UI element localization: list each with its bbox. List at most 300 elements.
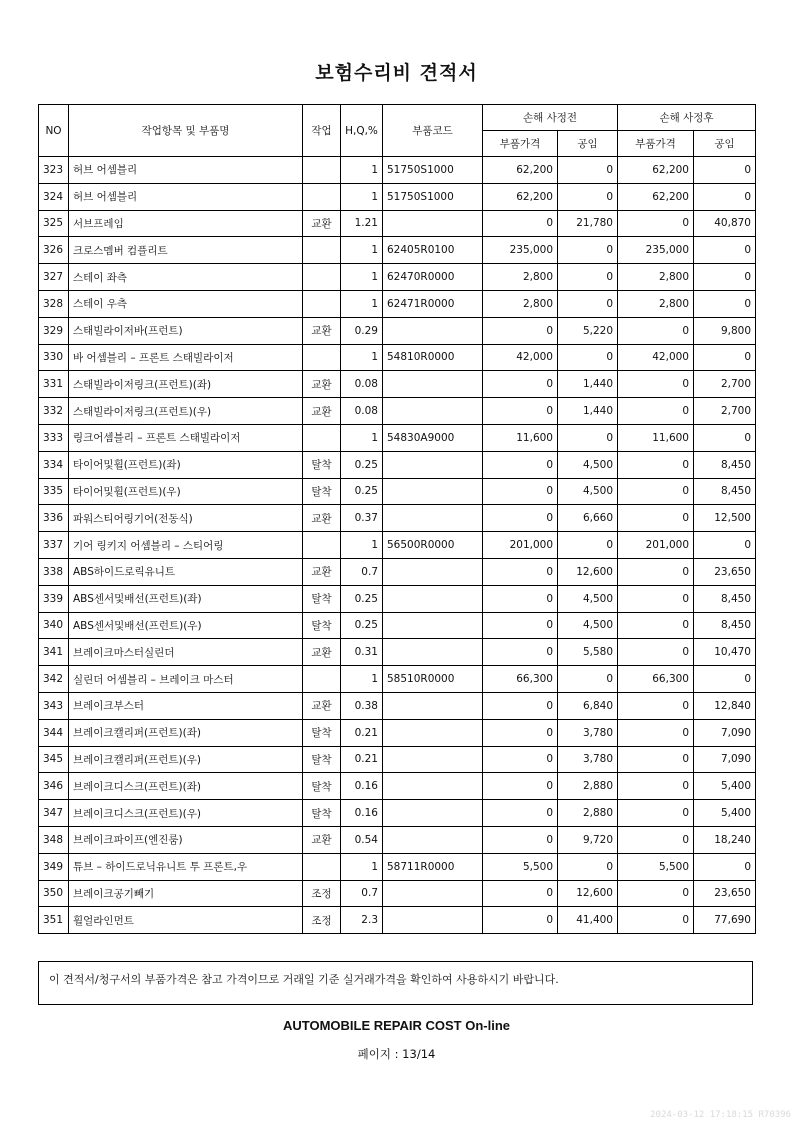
row-hq: 0.25: [341, 612, 383, 639]
table-row: [39, 719, 756, 746]
row-after-part-price: 66,300: [618, 666, 694, 693]
row-after-part-price: 0: [618, 692, 694, 719]
table-row: [39, 478, 756, 505]
row-hq: 0.7: [341, 558, 383, 585]
row-before-part-price: 0: [483, 317, 558, 344]
row-work: [303, 157, 341, 184]
row-after-part-price: 0: [618, 746, 694, 773]
row-item-name: 브레이크디스크(프런트)(좌): [69, 773, 303, 800]
row-after-labor: 8,450: [694, 612, 756, 639]
row-hq: 0.08: [341, 398, 383, 425]
table-row: [39, 612, 756, 639]
table-row: [39, 666, 756, 693]
row-item-name: 링크어셈블리 – 프론트 스태빌라이저: [69, 424, 303, 451]
header-hq: H,Q,%: [341, 105, 383, 157]
row-before-labor: 2,880: [558, 773, 618, 800]
row-after-part-price: 2,800: [618, 264, 694, 291]
row-after-labor: 7,090: [694, 719, 756, 746]
row-hq: 0.08: [341, 371, 383, 398]
table-row: [39, 907, 756, 934]
row-work: 탈착: [303, 746, 341, 773]
row-after-labor: 18,240: [694, 826, 756, 853]
row-after-part-price: 5,500: [618, 853, 694, 880]
row-item-name: 브레이크파이프(엔진룸): [69, 826, 303, 853]
row-after-labor: 2,700: [694, 398, 756, 425]
row-work: 탈착: [303, 585, 341, 612]
row-before-part-price: 0: [483, 880, 558, 907]
row-work: 교환: [303, 505, 341, 532]
row-before-part-price: 0: [483, 558, 558, 585]
row-no: 344: [39, 719, 69, 746]
row-hq: 2.3: [341, 907, 383, 934]
row-work: 조정: [303, 880, 341, 907]
row-before-part-price: 42,000: [483, 344, 558, 371]
row-work: [303, 290, 341, 317]
row-before-part-price: 0: [483, 800, 558, 827]
row-after-labor: 10,470: [694, 639, 756, 666]
row-before-labor: 6,660: [558, 505, 618, 532]
row-no: 329: [39, 317, 69, 344]
row-part-code: [383, 907, 483, 934]
row-no: 323: [39, 157, 69, 184]
row-item-name: 크로스멤버 컴플리트: [69, 237, 303, 264]
row-after-part-price: 0: [618, 451, 694, 478]
row-before-part-price: 0: [483, 907, 558, 934]
header-after-labor: 공임: [694, 131, 756, 157]
row-hq: 0.7: [341, 880, 383, 907]
row-hq: 1: [341, 532, 383, 559]
row-after-labor: 7,090: [694, 746, 756, 773]
row-part-code: [383, 746, 483, 773]
row-item-name: 스태빌라이저링크(프런트)(좌): [69, 371, 303, 398]
row-before-labor: 0: [558, 157, 618, 184]
row-no: 347: [39, 800, 69, 827]
notice-text: 이 견적서/청구서의 부품가격은 참고 가격이므로 거래일 기준 실거래가격을 확인하여 사용하시기 바랍니다.: [49, 973, 559, 986]
row-work: 탈착: [303, 773, 341, 800]
row-before-part-price: 0: [483, 505, 558, 532]
row-hq: 1: [341, 264, 383, 291]
header-before: 손해 사정전: [483, 105, 618, 131]
row-item-name: 허브 어셈블리: [69, 183, 303, 210]
row-after-labor: 40,870: [694, 210, 756, 237]
table-row: [39, 558, 756, 585]
row-part-code: 54810R0000: [383, 344, 483, 371]
row-before-part-price: 2,800: [483, 290, 558, 317]
row-no: 350: [39, 880, 69, 907]
table-row: [39, 746, 756, 773]
page-number: 페이지 : 13/14: [357, 1047, 436, 1061]
table-row: [39, 532, 756, 559]
row-hq: 1: [341, 237, 383, 264]
row-hq: 1: [341, 344, 383, 371]
row-item-name: 실린더 어셈블리 – 브레이크 마스터: [69, 666, 303, 693]
row-part-code: [383, 210, 483, 237]
row-no: 326: [39, 237, 69, 264]
row-part-code: [383, 371, 483, 398]
row-after-labor: 5,400: [694, 800, 756, 827]
row-after-part-price: 0: [618, 880, 694, 907]
row-no: 346: [39, 773, 69, 800]
row-after-labor: 23,650: [694, 558, 756, 585]
row-work: [303, 264, 341, 291]
row-item-name: 브레이크공기빼기: [69, 880, 303, 907]
row-part-code: 56500R0000: [383, 532, 483, 559]
row-part-code: 58711R0000: [383, 853, 483, 880]
row-no: 328: [39, 290, 69, 317]
row-before-labor: 1,440: [558, 371, 618, 398]
row-item-name: ABS센서및배선(프런트)(우): [69, 612, 303, 639]
row-hq: 0.16: [341, 800, 383, 827]
row-no: 345: [39, 746, 69, 773]
row-after-part-price: 62,200: [618, 157, 694, 184]
table-row: [39, 290, 756, 317]
row-before-part-price: 0: [483, 371, 558, 398]
row-before-part-price: 5,500: [483, 853, 558, 880]
table-row: [39, 344, 756, 371]
table-row: [39, 451, 756, 478]
row-no: 338: [39, 558, 69, 585]
row-work: 교환: [303, 210, 341, 237]
notice-box: [38, 961, 753, 1005]
table-row: [39, 264, 756, 291]
row-before-labor: 9,720: [558, 826, 618, 853]
table-row: [39, 692, 756, 719]
row-before-labor: 0: [558, 264, 618, 291]
row-work: 교환: [303, 639, 341, 666]
row-item-name: ABS하이드로릭유니트: [69, 558, 303, 585]
row-part-code: 62471R0000: [383, 290, 483, 317]
row-after-part-price: 0: [618, 398, 694, 425]
row-before-labor: 3,780: [558, 746, 618, 773]
header-code: 부품코드: [383, 105, 483, 157]
row-before-part-price: 235,000: [483, 237, 558, 264]
row-before-labor: 0: [558, 183, 618, 210]
row-item-name: 브레이크부스터: [69, 692, 303, 719]
row-hq: 0.38: [341, 692, 383, 719]
row-before-part-price: 0: [483, 639, 558, 666]
table-row: [39, 880, 756, 907]
row-no: 325: [39, 210, 69, 237]
row-before-part-price: 0: [483, 585, 558, 612]
row-work: [303, 853, 341, 880]
row-before-part-price: 0: [483, 719, 558, 746]
row-work: [303, 424, 341, 451]
row-work: [303, 237, 341, 264]
row-before-labor: 3,780: [558, 719, 618, 746]
row-after-part-price: 0: [618, 478, 694, 505]
row-before-part-price: 0: [483, 746, 558, 773]
row-hq: 1: [341, 157, 383, 184]
row-part-code: [383, 719, 483, 746]
row-work: 교환: [303, 398, 341, 425]
row-before-labor: 4,500: [558, 612, 618, 639]
row-work: 탈착: [303, 719, 341, 746]
header-before-part-price: 부품가격: [483, 131, 558, 157]
row-part-code: [383, 800, 483, 827]
row-work: 탈착: [303, 451, 341, 478]
row-before-part-price: 0: [483, 692, 558, 719]
row-after-labor: 0: [694, 424, 756, 451]
row-before-labor: 12,600: [558, 880, 618, 907]
row-before-labor: 0: [558, 532, 618, 559]
row-part-code: 62470R0000: [383, 264, 483, 291]
row-after-labor: 2,700: [694, 371, 756, 398]
table-row: [39, 183, 756, 210]
row-after-part-price: 2,800: [618, 290, 694, 317]
row-after-labor: 0: [694, 344, 756, 371]
row-after-labor: 0: [694, 290, 756, 317]
row-no: 330: [39, 344, 69, 371]
row-part-code: 62405R0100: [383, 237, 483, 264]
row-no: 327: [39, 264, 69, 291]
row-part-code: [383, 558, 483, 585]
row-after-part-price: 0: [618, 317, 694, 344]
table-row: [39, 773, 756, 800]
row-before-part-price: 201,000: [483, 532, 558, 559]
row-item-name: 브레이크캘리퍼(프런트)(좌): [69, 719, 303, 746]
row-before-part-price: 11,600: [483, 424, 558, 451]
row-work: 교환: [303, 317, 341, 344]
row-before-labor: 2,880: [558, 800, 618, 827]
table-row: [39, 424, 756, 451]
row-no: 349: [39, 853, 69, 880]
table-row: [39, 853, 756, 880]
row-part-code: [383, 773, 483, 800]
estimate-table: [38, 104, 756, 934]
row-no: 343: [39, 692, 69, 719]
row-item-name: 스테이 우측: [69, 290, 303, 317]
row-part-code: [383, 317, 483, 344]
row-after-labor: 77,690: [694, 907, 756, 934]
table-row: [39, 639, 756, 666]
row-before-labor: 4,500: [558, 585, 618, 612]
row-before-part-price: 66,300: [483, 666, 558, 693]
table-row: [39, 505, 756, 532]
row-item-name: 기어 링키지 어셈블리 – 스티어링: [69, 532, 303, 559]
row-after-labor: 0: [694, 157, 756, 184]
row-after-labor: 9,800: [694, 317, 756, 344]
row-before-labor: 0: [558, 853, 618, 880]
row-work: 탈착: [303, 612, 341, 639]
row-before-labor: 0: [558, 666, 618, 693]
row-no: 333: [39, 424, 69, 451]
table-row: [39, 237, 756, 264]
row-item-name: 브레이크마스터실린더: [69, 639, 303, 666]
table-row: [39, 371, 756, 398]
row-item-name: 튜브 – 하이드로닉유니트 투 프론트,우: [69, 853, 303, 880]
header-after-part-price: 부품가격: [618, 131, 694, 157]
row-work: 교환: [303, 826, 341, 853]
row-after-part-price: 235,000: [618, 237, 694, 264]
row-no: 324: [39, 183, 69, 210]
header-before-labor: 공임: [558, 131, 618, 157]
row-before-part-price: 0: [483, 773, 558, 800]
row-before-part-price: 0: [483, 612, 558, 639]
row-hq: 0.54: [341, 826, 383, 853]
row-before-labor: 5,220: [558, 317, 618, 344]
row-no: 336: [39, 505, 69, 532]
row-part-code: [383, 612, 483, 639]
row-item-name: 브레이크디스크(프런트)(우): [69, 800, 303, 827]
row-work: [303, 532, 341, 559]
table-row: [39, 157, 756, 184]
row-before-labor: 4,500: [558, 478, 618, 505]
row-part-code: [383, 505, 483, 532]
row-part-code: 54830A9000: [383, 424, 483, 451]
row-after-part-price: 0: [618, 639, 694, 666]
row-after-labor: 0: [694, 853, 756, 880]
row-part-code: [383, 880, 483, 907]
row-after-labor: 5,400: [694, 773, 756, 800]
row-hq: 1: [341, 183, 383, 210]
row-before-labor: 1,440: [558, 398, 618, 425]
row-item-name: ABS센서및배선(프런트)(좌): [69, 585, 303, 612]
row-work: 교환: [303, 558, 341, 585]
table-row: [39, 398, 756, 425]
row-after-part-price: 0: [618, 773, 694, 800]
row-no: 337: [39, 532, 69, 559]
row-after-labor: 12,840: [694, 692, 756, 719]
row-after-labor: 0: [694, 666, 756, 693]
row-work: 탈착: [303, 478, 341, 505]
row-after-labor: 8,450: [694, 585, 756, 612]
row-part-code: [383, 451, 483, 478]
row-work: [303, 344, 341, 371]
row-item-name: 스태빌라이저바(프런트): [69, 317, 303, 344]
row-part-code: [383, 826, 483, 853]
row-hq: 0.31: [341, 639, 383, 666]
row-item-name: 파워스티어링기어(전동식): [69, 505, 303, 532]
header-work: 작업: [303, 105, 341, 157]
page-title: 보험수리비 견적서: [315, 62, 478, 84]
row-item-name: 휠얼라인먼트: [69, 907, 303, 934]
row-before-part-price: 62,200: [483, 157, 558, 184]
row-hq: 1.21: [341, 210, 383, 237]
row-before-part-price: 0: [483, 478, 558, 505]
row-before-part-price: 2,800: [483, 264, 558, 291]
row-before-labor: 41,400: [558, 907, 618, 934]
row-before-labor: 0: [558, 344, 618, 371]
row-after-labor: 12,500: [694, 505, 756, 532]
header-after: 손해 사정후: [618, 105, 756, 131]
row-hq: 0.29: [341, 317, 383, 344]
row-hq: 1: [341, 666, 383, 693]
row-part-code: 58510R0000: [383, 666, 483, 693]
row-after-part-price: 0: [618, 800, 694, 827]
row-item-name: 스테이 좌측: [69, 264, 303, 291]
row-after-part-price: 0: [618, 558, 694, 585]
row-part-code: [383, 692, 483, 719]
row-before-labor: 5,580: [558, 639, 618, 666]
row-item-name: 타이어및휠(프런트)(우): [69, 478, 303, 505]
row-item-name: 스태빌라이저링크(프런트)(우): [69, 398, 303, 425]
footer-title: AUTOMOBILE REPAIR COST On-line: [282, 1018, 511, 1033]
row-no: 335: [39, 478, 69, 505]
row-before-labor: 0: [558, 237, 618, 264]
row-no: 339: [39, 585, 69, 612]
row-part-code: [383, 478, 483, 505]
row-item-name: 브레이크캘리퍼(프런트)(우): [69, 746, 303, 773]
row-after-part-price: 0: [618, 371, 694, 398]
row-no: 332: [39, 398, 69, 425]
row-part-code: 51750S1000: [383, 157, 483, 184]
header-no: NO: [39, 105, 69, 157]
row-after-labor: 0: [694, 183, 756, 210]
row-hq: 1: [341, 853, 383, 880]
row-after-labor: 0: [694, 264, 756, 291]
row-after-labor: 23,650: [694, 880, 756, 907]
row-no: 342: [39, 666, 69, 693]
table-row: [39, 210, 756, 237]
row-hq: 0.37: [341, 505, 383, 532]
row-after-part-price: 0: [618, 505, 694, 532]
row-before-labor: 6,840: [558, 692, 618, 719]
table-row: [39, 800, 756, 827]
row-before-labor: 4,500: [558, 451, 618, 478]
row-after-labor: 0: [694, 237, 756, 264]
row-after-part-price: 0: [618, 907, 694, 934]
print-stamp: 2024-03-12 17:18:15 R70396: [650, 1110, 791, 1120]
row-after-labor: 8,450: [694, 451, 756, 478]
row-work: 탈착: [303, 800, 341, 827]
row-before-part-price: 0: [483, 451, 558, 478]
row-hq: 0.21: [341, 746, 383, 773]
row-before-part-price: 0: [483, 398, 558, 425]
row-before-labor: 0: [558, 424, 618, 451]
row-after-part-price: 0: [618, 210, 694, 237]
row-part-code: 51750S1000: [383, 183, 483, 210]
row-hq: 1: [341, 290, 383, 317]
row-before-labor: 12,600: [558, 558, 618, 585]
row-hq: 0.25: [341, 478, 383, 505]
row-hq: 0.16: [341, 773, 383, 800]
row-before-labor: 0: [558, 290, 618, 317]
row-hq: 1: [341, 424, 383, 451]
row-after-part-price: 62,200: [618, 183, 694, 210]
row-after-part-price: 0: [618, 826, 694, 853]
row-after-part-price: 11,600: [618, 424, 694, 451]
row-part-code: [383, 639, 483, 666]
row-after-labor: 0: [694, 532, 756, 559]
row-hq: 0.21: [341, 719, 383, 746]
row-after-part-price: 0: [618, 585, 694, 612]
row-no: 351: [39, 907, 69, 934]
row-no: 334: [39, 451, 69, 478]
row-work: 조정: [303, 907, 341, 934]
row-after-part-price: 0: [618, 719, 694, 746]
row-work: 교환: [303, 692, 341, 719]
table-row: [39, 585, 756, 612]
row-item-name: 타이어및휠(프런트)(좌): [69, 451, 303, 478]
table-row: [39, 826, 756, 853]
row-work: [303, 183, 341, 210]
row-item-name: 허브 어셈블리: [69, 157, 303, 184]
table-body: [39, 157, 756, 934]
row-before-part-price: 62,200: [483, 183, 558, 210]
row-before-part-price: 0: [483, 826, 558, 853]
row-part-code: [383, 398, 483, 425]
row-hq: 0.25: [341, 451, 383, 478]
row-after-part-price: 42,000: [618, 344, 694, 371]
row-no: 348: [39, 826, 69, 853]
row-item-name: 서브프레임: [69, 210, 303, 237]
row-no: 341: [39, 639, 69, 666]
table-row: [39, 317, 756, 344]
header-item: 작업항목 및 부품명: [69, 105, 303, 157]
row-after-labor: 8,450: [694, 478, 756, 505]
table-header: [39, 105, 756, 157]
row-before-part-price: 0: [483, 210, 558, 237]
